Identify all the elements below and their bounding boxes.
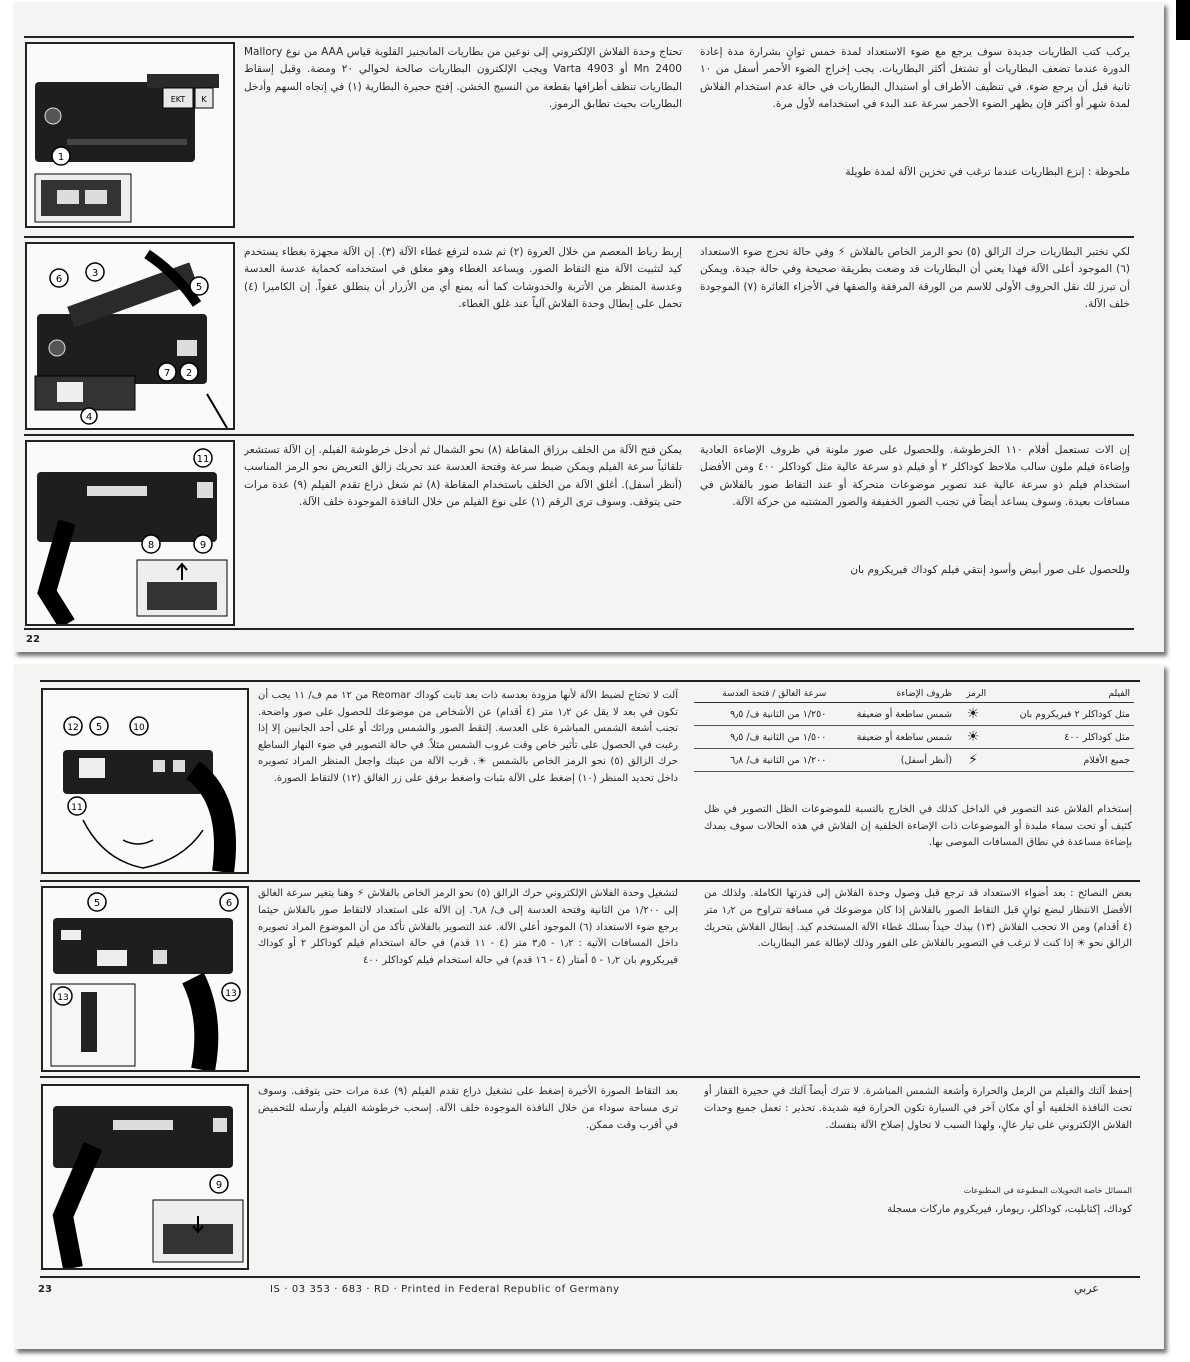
section-rule [24,434,1134,436]
callout-12: 12 [67,723,79,733]
illustration-film-removal [41,1084,249,1270]
text-right: إن الات تستعمل أفلام ١١٠ الخرطوشة. وللحصول على صور ملونة في ظروف الإضاءة العادية وإضاءة فيلم ملون سالب ملاحظ كوداكلر ٢ أو فيلم ذو سرعة عالية مثل كوداكلر ٤٠٠ ومن الأفضل استخدام فيلم ذو سرعة عالية عند تصوير موضوعات متحركة أو عند التقاط صور بالفلاش في مسافات بعيدة. وسوف يساعد أيضاً في تجنب الصور الخفيفة والصور المشتبه من حركة الآلة. [700,444,1130,509]
sun-icon: ☀ [956,703,990,726]
callout-8: 8 [147,540,155,551]
callout-13: 13 [57,993,69,1003]
callout-6: 6 [55,274,63,285]
callout-4: 4 [85,412,93,423]
text-right: يركب كتب الطاريات جديدة سوف يرجع مع ضوء الاستعداد لمدة خمس ثوانٍ بشرارة مدة إعادة الدورة عندما تضعف البطاريات أو تشتغل أكثر البطاريات. يجب إخراج الضوء الأحمر أسفل من ١٠ ثانية قبل أن يرجع ضوء. في تنظيف الأطراف أو استبدال البطاريات في حالة عدم استخدام الفلاش لمدة شهر أو أكثر فإن يظهر الضوء الأحمر سرعة عند البدء في استخدامه لأول مرة. [700,46,1130,111]
illustration-taking-picture [41,688,249,874]
callout-6: 6 [225,898,233,909]
table-cell: (أنظر أسفل) [830,749,956,772]
section-rule [40,880,1140,882]
print-footer: IS · 03 353 · 683 · RD · Printed in Federal Republic of Germany [270,1284,620,1295]
callout-7: 7 [163,368,171,379]
note-text: وللحصول على صور أبيض وأسود إنتقي فيلم كوداك فيريكروم بان [850,564,1130,576]
section-rule [40,680,1140,682]
table-cell: شمس ساطعة أو ضعيفة [830,726,956,749]
camera-model-label: EKT [170,95,186,104]
exposure-table [694,686,1134,772]
section-rule [24,236,1134,238]
illustration-film-loading [25,440,235,626]
text-right: لكي تختبر البطاريات حرك الزالق (٥) نحو الرمز الخاص بالفلاش ⚡ وفي حالة تحرج ضوء الاستعداد (٦) الموجود أعلى الآلة فهذا يعني أن البطاريات قد وضعت بطريقة صحيحة وفي حالة جيدة. ويمكن أن تبرز لك نقل الحروف الأولى للاسم من الورقة المرفقة والصقها في الأجزاء الغائرة (٧) الموجودة خلف الآلة. [700,246,1130,311]
small-print: المسائل خاصة التحويلات المطبوعة في المطبوعات [963,1186,1132,1195]
table-header-cell: ظروف الإضاءة [830,686,956,703]
callout-9: 9 [199,540,207,551]
section-rule [40,1276,1140,1278]
page-23 [14,664,1164,1349]
callout-5: 5 [93,898,101,909]
table-note: إستخدام الفلاش عند التصوير في الداخل كذلك في الخارج بالنسبة للموضوعات الظل التصوير في ظل كثيف أو تحت سماء ملبدة أو الموضوعات ذات الإضاءة الخلفية إن الفلاش في هذه الحالات سوف يمدك بإضاءة مساعدة في نطاق المسافات الموصى بها. [704,804,1132,848]
section-rule [24,36,1134,38]
text-right: بعض النصائح : بعد أضواء الاستعداد قد ترجع قبل وصول وحدة الفلاش إلى قدرتها الكاملة. ولذلك من الأفضل الانتظار لبضع ثوانٍ قبل التقاط الصور بالفلاش إذا كان موضوعك في مسافة تتراوح من ١٫٢ متر (٤ أقدام) ومن الا تحجب الفلاش (١٣) بيدك حيداً بسلك غطاء الآلة المستخدم كيد. إبطال الفلاش بتحريك الزالق نحو ☀ إذا كنت لا ترغب في التصوير بالفلاش على الفور وذلك لإطالة عمر البطاريات. [704,888,1132,950]
illustration-wrist-strap [25,242,235,430]
callout-11: 11 [71,803,83,813]
callout-11: 11 [196,454,210,465]
text-left: آلت لا تحتاج لضبط الآلة لأنها مزودة بعدسة ذات بعد ثابت كوداك Reomar من ١٢ مم ف/ ١١ يجب أن تكون في بعد لا يقل عن ١٫٢ متر (٤ أقدام) عن الأشخاص من موضوعك للحصول على صور واضحة. تجنب أشعة الشمس المباشرة على العدسة. إلتقط الصور والشمس ورائك أو على أحد الجانبين إلا إذا رغبت في الحصول على تأثير خاص وقت غروب الشمس مثلاً. في حالة التصوير في ضوء النهار الساطع حرك الزالق (٥) نحو الرمز الخاص بالشمس ☀. قرب الآلة من عينك واجعل المنظر المراد تصويره داخل تحديد المنظر (١٠) إضغط على الآلة بثبات واضغط برفق على زر الغالق (١٢) لالتقاط الصورة. [258,690,678,784]
table-cell: مثل كوداكلر ٤٠٠ [990,726,1134,749]
language-label: عربي [1074,1282,1099,1295]
table-header-row [694,686,1134,703]
text-left: يمكن فتح الآلة من الخلف برزاق المقاطة (٨) نحو الشمال ثم أدخل خرطوشة الفيلم. إن الآلة تستشعر تلقائياً سرعة الفيلم ويمكن ضبط سرعة وفتحة العدسة عند تحريك زالق التعريض نحو الرمز المناسب (أنظر أسفل). أغلق الآلة من الخلف باستخدام المقاطة (٨) ثم شغل ذراع تقدم الفيلم (٩) عدة مرات حتى يتوقف. وسوف ترى الرقم (١) على نوع الفيلم من خلال النافذة الموجودة خلف الآلة. [244,444,682,509]
section-rule [24,628,1134,630]
scan-edge-bar [1176,0,1190,40]
callout-5: 5 [195,282,203,293]
text-right: إحفظ آلتك والفيلم من الرمل والحرارة وأشعة الشمس المباشرة. لا تترك أيضاً آلتك في حجيرة القفاز أو تحت النافذة الخلفية أو أي مكان آخر في السيارة تكون الحرارة فيه شديدة. تحذير : تعمل جميع وحدات الفلاش الإلكتروني على تيار عالٍ، ولهذا السبب لا تحاول إصلاح الآلة بنفسك. [704,1086,1132,1131]
table-row [694,703,1134,726]
table-header-cell: الرمز [956,686,990,703]
illustration-battery-compartment [25,42,235,228]
callout-10: 10 [133,723,145,733]
callout-2: 2 [185,368,193,379]
text-left: بعد التقاط الصورة الأخيرة إضغط على تشغيل ذراع تقدم الفيلم (٩) عدة مرات حتى يتوقف. وسوف ترى مساحة سوداء من خلال النافذة الموجودة خلف الآلة. إسحب خرطوشة الفيلم وأرسله للتحميض في أقرب وقت ممكن. [258,1086,678,1131]
illustration-flash-use [41,886,249,1072]
camera-brand-label: K [201,95,207,104]
table-cell: شمس ساطعة أو ضعيفة [830,703,956,726]
page-number: 23 [38,1284,52,1295]
note-text: ملحوظة : إنزع البطاريات عندما ترغب في تخزين الآلة لمدة طويلة [845,166,1130,178]
callout-5: 5 [95,722,103,733]
table-cell: ١/٥٠٠ من الثانية ف/ ٩٫٥ [694,726,830,749]
section-rule [40,1076,1140,1078]
callout-1: 1 [57,152,65,163]
text-left: إربط رباط المعصم من خلال العروة (٢) ثم شده لترفع غطاء الآلة (٣). إن الآلة مجهزة بغطاء يستخدم كيد لتثبيت الآلة منع التقاط الصور. ويساعد الغطاء وهو مغلق في استخدامه كحماية عدسة العدسة وعدسة المنظر من الأتربة والخدوشات كما أنه يمنع أي من الأزرار أن ينطلق عفواً. إن الكاميرا (٤) تحمل على إبطال وحدة الفلاش آلياً عند غلق الغطاء. [244,246,682,311]
text-left: تحتاج وحدة الفلاش الإلكتروني إلى نوعين من بطاريات المانجنيز القلوية قياس AAA من نوع Mallory Mn 2400 أو Varta 4903 ويجب الإلكترون البطاريات صالحة لحوالي ٢٠ ومضة. وقبل إسقاط البطاريات تنظف أطرافها بقطعة من النسيج الخشن. إفتح حجيرة البطارية (١) في إتجاه السهم وأدخل البطاريات بحيث تطابق الرموز. [244,46,682,111]
callout-3: 3 [91,268,99,279]
page-22 [14,2,1164,652]
trademark-text: كوداك، إكتابليت، كوداكلر، ريومار، فيريكروم ماركات مسجلة [887,1204,1132,1215]
table-header-cell: الفيلم [990,686,1134,703]
table-cell: مثل كوداكلر ٢ فيريكروم بان [990,703,1134,726]
table-row [694,726,1134,749]
page-number: 22 [26,634,40,645]
table-cell: جميع الأفلام [990,749,1134,772]
table-row [694,749,1134,772]
table-cell: ١/٢٠٠ من الثانية ف/ ٦٫٨ [694,749,830,772]
sun-icon: ☀ [956,726,990,749]
callout-9: 9 [215,1180,223,1191]
table-cell: ١/٢٥٠ من الثانية ف/ ٩٫٥ [694,703,830,726]
table-header-cell: سرعة الغالق / فتحة العدسة [694,686,830,703]
text-left: لتشغيل وحدة الفلاش الإلكتروني حرك الزالق (٥) نحو الرمز الخاص بالفلاش ⚡ وهنا يتغير سرعة الغالق إلى ١/٢٠٠ من الثانية وفتحة العدسة إلى ف/ ٦٫٨. إن الآلة على استعداد لالتقاط صور بالفلاش حيثما يرجع ضوء الاستعداد (٦) الموجود أعلى الآلة. عند التصوير بالفلاش تأكد من أن الموضوع المراد تصويره داخل المسافات الآتية : ١٫٢ - ٣٫٥ متر (٤ - ١١ قدم) في حالة استخدام فيلم كوداكلر ٢ أو كوداك فيريكروم بان ١٫٢ - ٥ أمتار (٤ - ١٦ قدم) في حالة استخدام فيلم كوداكلر ٤٠٠ [258,888,678,967]
flash-icon: ⚡ [956,749,990,772]
callout-13: 13 [225,989,237,999]
